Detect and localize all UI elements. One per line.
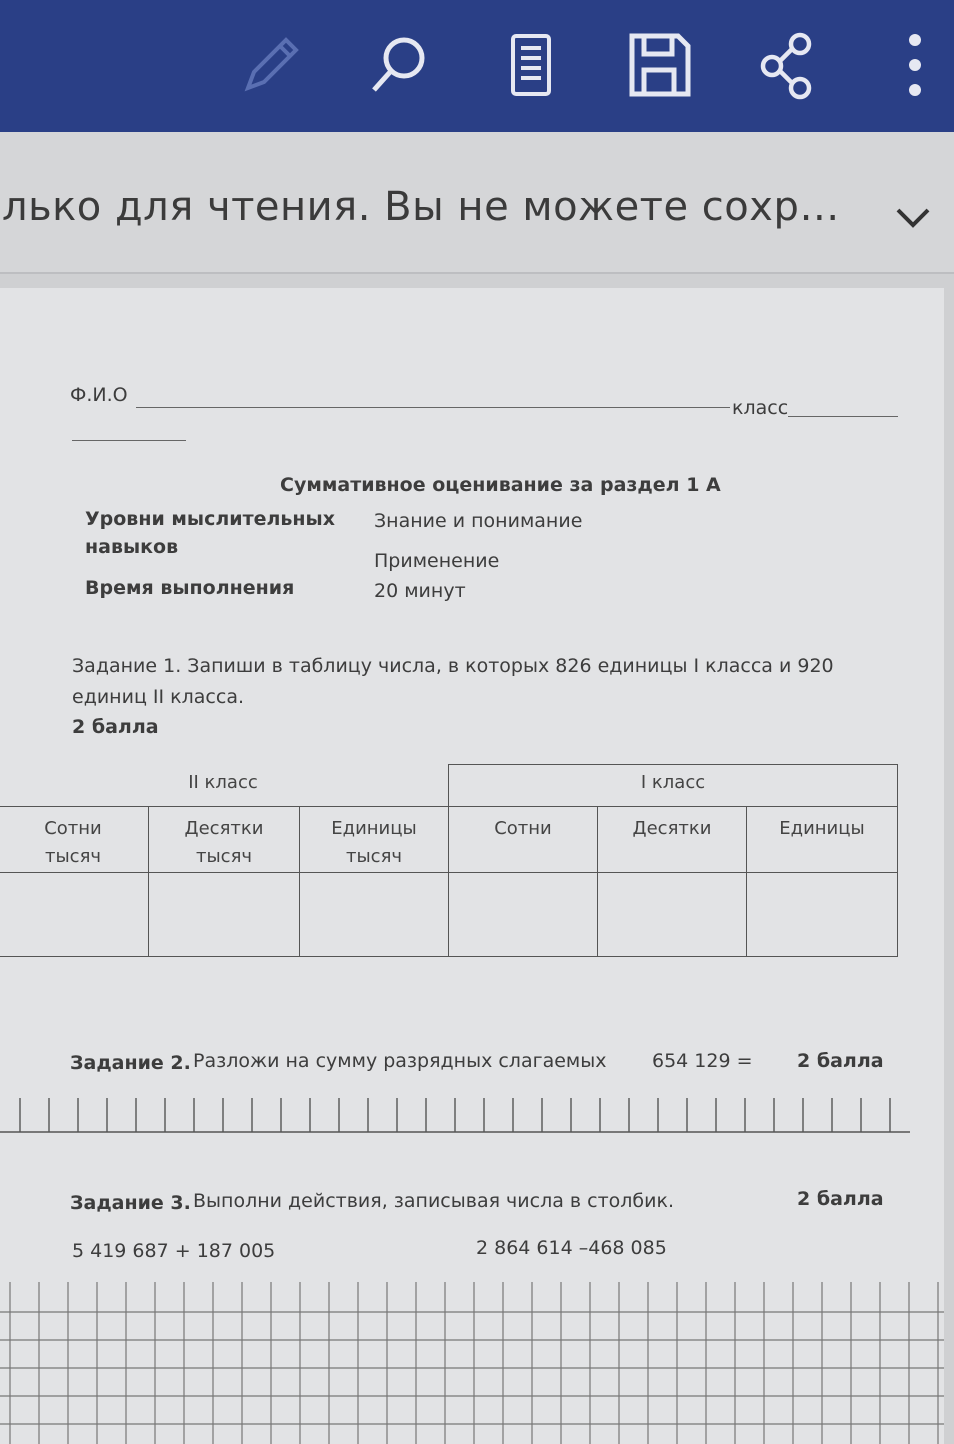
task1-points: 2 балла — [72, 716, 159, 738]
pencil-icon[interactable] — [236, 30, 306, 100]
class-2-header: II класс — [0, 765, 449, 807]
search-icon[interactable] — [364, 30, 434, 100]
task2-text: Разложи на сумму разрядных слагаемых — [193, 1050, 607, 1072]
fio-label: Ф.И.О — [70, 384, 128, 406]
col-hundreds-thousands: Сотни тысяч — [0, 807, 149, 873]
col-hundreds: Сотни — [449, 807, 598, 873]
read-only-banner — [0, 132, 954, 274]
task3-text: Выполни действия, записывая числа в столбик. — [193, 1190, 675, 1212]
save-icon[interactable] — [624, 30, 694, 100]
task1-text-line1: Задание 1. Запиши в таблицу числа, в которых 826 единицы I класса и 920 — [72, 655, 834, 677]
task2-label: Задание 2. — [70, 1052, 191, 1074]
reading-view-icon[interactable] — [496, 30, 566, 100]
col-units: Единицы — [747, 807, 898, 873]
chevron-down-icon[interactable] — [888, 198, 938, 238]
answer-cell — [449, 873, 598, 957]
task3-expression-2: 2 864 614 –468 085 — [476, 1237, 667, 1259]
share-icon[interactable] — [752, 30, 822, 100]
answer-cell — [0, 873, 149, 957]
answer-cell — [300, 873, 449, 957]
col-tens: Десятки — [598, 807, 747, 873]
level-knowledge: Знание и понимание — [374, 510, 583, 532]
task1-text-line2: единиц II класса. — [72, 686, 245, 708]
task3-expression-1: 5 419 687 + 187 005 — [72, 1240, 276, 1262]
answer-cell — [747, 873, 898, 957]
col-units-thousands: Единицы тысяч — [300, 807, 449, 873]
answer-cell — [598, 873, 747, 957]
levels-label-2: навыков — [85, 536, 179, 558]
class-1-header: I класс — [449, 765, 898, 807]
task3-label: Задание 3. — [70, 1192, 191, 1214]
task2-points: 2 балла — [797, 1050, 884, 1072]
task3-points: 2 балла — [797, 1188, 884, 1210]
level-application: Применение — [374, 550, 500, 572]
assessment-title: Суммативное оценивание за раздел 1 А — [280, 474, 721, 496]
time-value: 20 минут — [374, 580, 466, 602]
levels-label: Уровни мыслительных — [85, 508, 335, 530]
fio-line-cont — [72, 440, 186, 441]
fio-line — [136, 407, 730, 408]
class-line — [788, 416, 898, 417]
time-label: Время выполнения — [85, 577, 295, 599]
app-toolbar — [0, 0, 954, 132]
graph-paper-grid — [0, 1282, 944, 1444]
task2-expression: 654 129 = — [652, 1050, 753, 1072]
answer-ruler — [0, 1092, 912, 1134]
read-only-message: лько для чтения. Вы не можете сохр… — [2, 184, 840, 230]
col-tens-thousands: Десятки тысяч — [149, 807, 300, 873]
class-label: класс — [732, 397, 789, 419]
more-icon[interactable] — [880, 30, 950, 100]
answer-cell — [149, 873, 300, 957]
place-value-table — [0, 764, 898, 957]
